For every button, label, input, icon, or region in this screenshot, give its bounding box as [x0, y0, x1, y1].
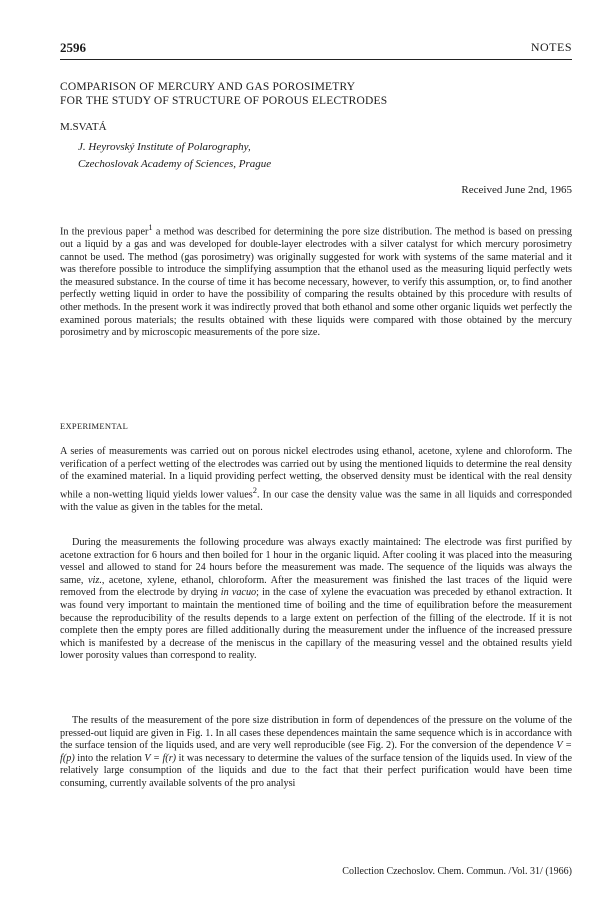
exp3-text-1: The results of the measurement of the pore size distribution in form of dependences of the pressure on the volume of the pressed-out liquid are given in Fig. 1. In all cases these dependences maintain the same sequence which is in accordance with the surface tension of the liquids used, and are very well reproducible (see Fig. 2). For the conversion of the dependence	[60, 715, 572, 752]
experimental-paragraph-1	[60, 446, 572, 514]
title-line-2: FOR THE STUDY OF STRUCTURE OF POROUS ELECTRODES	[60, 95, 388, 107]
section-heading-experimental: EXPERIMENTAL	[60, 421, 129, 431]
experimental-paragraph-2	[60, 537, 572, 663]
intro-text-2: a method was described for determining the pore size distribution. The method is based on pressing out a liquid by a gas and was developed for double-layer electrodes with a silver catalyst for which mercury porosimetry cannot be used. The method (gas porosimetry) was originally suggested for work with systems of the same material and it was therefore possible to introduce the simplifying assumption that the ethanol used as the measuring liquid perfectly wets the measured substance. In the course of time it has become necessary, however, to verify this assumption, or, to find another perfectly wetting liquid in order to have the possibility of comparing the results obtained by this procedure with results of other methods. In the present work it was indirectly proved that both ethanol and some other organic liquids wet perfectly the examined porous materials; the results obtained with these liquids were compared with those obtained by the mercury porosimetry and by microscopic measurements of the pore size.	[60, 226, 572, 339]
footnote-ref-1[interactable]: 1	[148, 222, 153, 232]
footnote-ref-2[interactable]: 2	[252, 484, 257, 495]
formula-v-of-r: V = f(r)	[144, 752, 177, 764]
page-number: 2596	[60, 40, 86, 55]
exp2-text-1: During the measurements the following procedure was always exactly maintained: The electrode was first purified by acetone extraction for 6 hours and then boiled for 1 hour in the organic liquid. After cooling it was placed into the measuring vessel and allowed to stand for 24 hours before the measurement was made. The sequence of the liquids was always the same,	[60, 537, 572, 586]
received-date: Received June 2nd, 1965	[461, 184, 572, 196]
exp1-text-2: . In our case the density value was the same in all liquids and corresponded with the value as given in the tables for the metal.	[60, 489, 573, 513]
journal-footer: Collection Czechoslov. Chem. Commun. /Vol. 31/ (1966)	[342, 866, 572, 877]
exp2-text-2: , acetone, xylene, ethanol, chloroform. After the measurement was finished the last traces of the liquid were removed from the electrode by drying	[60, 574, 572, 599]
running-header	[60, 40, 572, 56]
intro-paragraph	[60, 221, 572, 340]
section-name: NOTES	[530, 40, 572, 54]
affiliation-line-1: J. Heyrovský Institute of Polarography,	[78, 141, 251, 153]
exp2-viz: viz.	[88, 574, 102, 586]
formula-v-of-p: V = f(p)	[60, 740, 572, 764]
experimental-paragraph-3	[60, 715, 572, 791]
author: M.SVATÁ	[60, 121, 107, 133]
exp2-text-3: ; in the case of xylene the evacuation was preceded by ethanol extraction. It was found very important to maintain the mentioned time of boiling and the time of equilibration before the measurement because the reproducibility of the results depends to a large extent on perfection of the filling of the electrode. If it is not complete then the empty pores are filled additionally during the measurement under the influence of the increased pressure which is manifested by a decrease of the meniscus in the capillary of the measuring vessel and the obtained results yield lower porosity values than correspond to reality.	[60, 587, 572, 662]
header-rule	[60, 59, 572, 60]
affiliation	[78, 139, 271, 173]
title-line-1: COMPARISON OF MERCURY AND GAS POROSIMETRY	[60, 81, 356, 93]
affiliation-line-2: Czechoslovak Academy of Sciences, Prague	[78, 158, 272, 170]
exp2-in-vacuo: in vacuo	[220, 587, 257, 599]
exp3-text-2: into the relation	[74, 752, 145, 764]
exp3-text-3: it was necessary to determine the values of the surface tension of the liquids used. In view of the relatively large consumption of the liquids and due to the fact that their perfect purification would have been time consuming, currently available solvents of the pro analysi	[60, 752, 572, 789]
intro-text-1: In the previous paper	[60, 226, 149, 238]
article-title	[60, 80, 580, 108]
exp1-text-1: A series of measurements was carried out on porous nickel electrodes using ethanol, acetone, xylene and chloroform. The verification of a perfect wetting of the electrodes was carried out by using the mentioned liquids to determine the real density of the examined material. In a liquid providing perfect wetting, the observed density must be identical with the real density while a non-wetting liquid yields lower values	[60, 446, 572, 501]
